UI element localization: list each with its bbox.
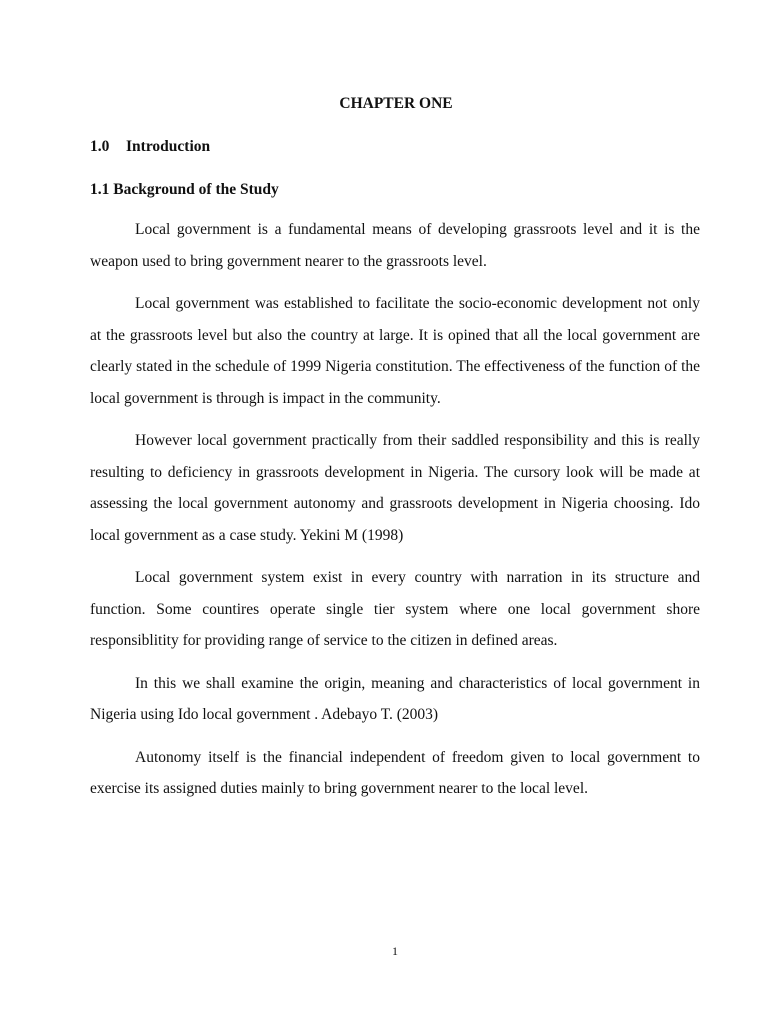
section-heading-introduction bbox=[90, 137, 700, 157]
chapter-title: CHAPTER ONE bbox=[339, 95, 453, 112]
paragraph: However local government practically from their saddled responsibility and this is really resulting to deficiency in grassroots development in Nigeria. The cursory look will be made at assessing the local government autonomy and grassroots development in Nigeria choosing. Ido local government as a case study. Yekini M (1998) bbox=[90, 432, 700, 544]
section-title: Introduction bbox=[126, 138, 211, 155]
paragraph: Local government is a fundamental means of developing grassroots level and it is the weapon used to bring government nearer to the grassroots level. bbox=[90, 221, 700, 270]
paragraph: Autonomy itself is the financial independent of freedom given to local government to exercise its assigned duties mainly to bring government nearer to the local level. bbox=[90, 748, 700, 797]
paragraph: Local government was established to facilitate the socio-economic development not only at the grassroots level but also the country at large. It is opined that all the local government are clearly stated in the schedule of 1999 Nigeria constitution. The effectiveness of the function of the local government is through is impact in the community. bbox=[90, 295, 700, 407]
paragraph: In this we shall examine the origin, meaning and characteristics of local government in Nigeria using Ido local government . Adebayo T. (2003) bbox=[90, 674, 700, 723]
page-number: 1 bbox=[392, 944, 398, 958]
section-number: 1.0 bbox=[90, 138, 110, 155]
paragraph: Local government system exist in every country with narration in its structure and function. Some countires operate single tier system where one local government shore responsiblitity for providing range of service to the citizen in defined areas. bbox=[90, 569, 700, 649]
section-heading-background: 1.1 Background of the Study bbox=[90, 181, 279, 198]
